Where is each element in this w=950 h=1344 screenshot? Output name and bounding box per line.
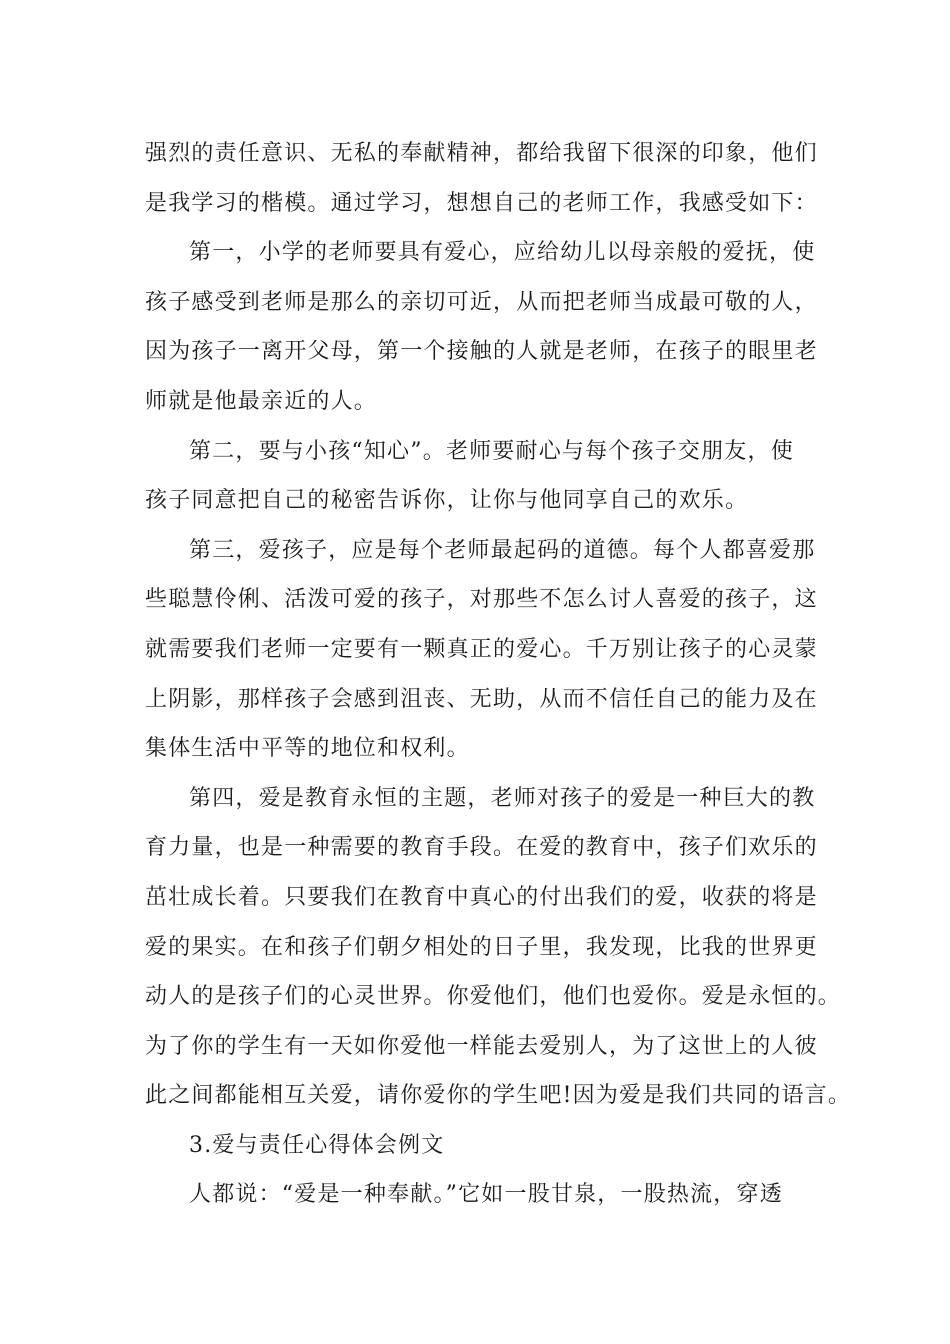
text-line: 育力量，也是一种需要的教育手段。在爱的教育中，孩子们欢乐的 [145, 835, 818, 861]
text-line: 为了你的学生有一天如你爱他一样能去爱别人，为了这世上的人彼 [145, 1033, 818, 1059]
text-line: 动人的是孩子们的心灵世界。你爱他们，他们也爱你。爱是永恒的。 [145, 984, 842, 1010]
text-line: 集体生活中平等的地位和权利。 [145, 736, 470, 762]
text-line: 师就是他最亲近的人。 [145, 388, 378, 414]
text-line: 些聪慧伶俐、活泼可爱的孩子，对那些不怎么讨人喜爱的孩子，这 [145, 587, 818, 613]
text-line: 上阴影，那样孩子会感到沮丧、无助，从而不信任自己的能力及在 [145, 686, 818, 712]
text-line: 茁壮成长着。只要我们在教育中真心的付出我们的爱，收获的将是 [145, 884, 818, 910]
text-line: 是我学习的楷模。通过学习，想想自己的老师工作，我感受如下： [145, 190, 818, 216]
paragraph-first-line: 人都说：“爱是一种奉献。”它如一股甘泉，一股热流，穿透 [189, 1182, 783, 1208]
paragraph-first-line: 第三，爱孩子，应是每个老师最起码的道德。每个人都喜爱那 [189, 537, 816, 563]
document-body [145, 129, 852, 1220]
text-line: 孩子同意把自己的秘密告诉你，让你与他同享自己的欢乐。 [145, 488, 749, 514]
text-line: 此之间都能相互关爱，请你爱你的学生吧!因为爱是我们共同的语言。 [145, 1083, 852, 1109]
text-line: 就需要我们老师一定要有一颗真正的爱心。千万别让孩子的心灵蒙 [145, 636, 818, 662]
section-heading: 3.爱与责任心得体会例文 [189, 1132, 445, 1158]
text-line: 强烈的责任意识、无私的奉献精神，都给我留下很深的印象，他们 [145, 141, 818, 166]
text-line: 因为孩子一离开父母，第一个接触的人就是老师，在孩子的眼里老 [145, 339, 818, 365]
paragraph-first-line: 第一，小学的老师要具有爱心，应给幼儿以母亲般的爱抚，使 [189, 240, 816, 266]
paragraph-first-line: 第二，要与小孩“知心”。老师要耐心与每个孩子交朋友，使 [189, 438, 794, 464]
text-line: 爱的果实。在和孩子们朝夕相处的日子里，我发现，比我的世界更 [145, 934, 818, 960]
paragraph-first-line: 第四，爱是教育永恒的主题，老师对孩子的爱是一种巨大的教 [189, 785, 816, 811]
text-line: 孩子感受到老师是那么的亲切可近，从而把老师当成最可敬的人， [145, 289, 818, 315]
